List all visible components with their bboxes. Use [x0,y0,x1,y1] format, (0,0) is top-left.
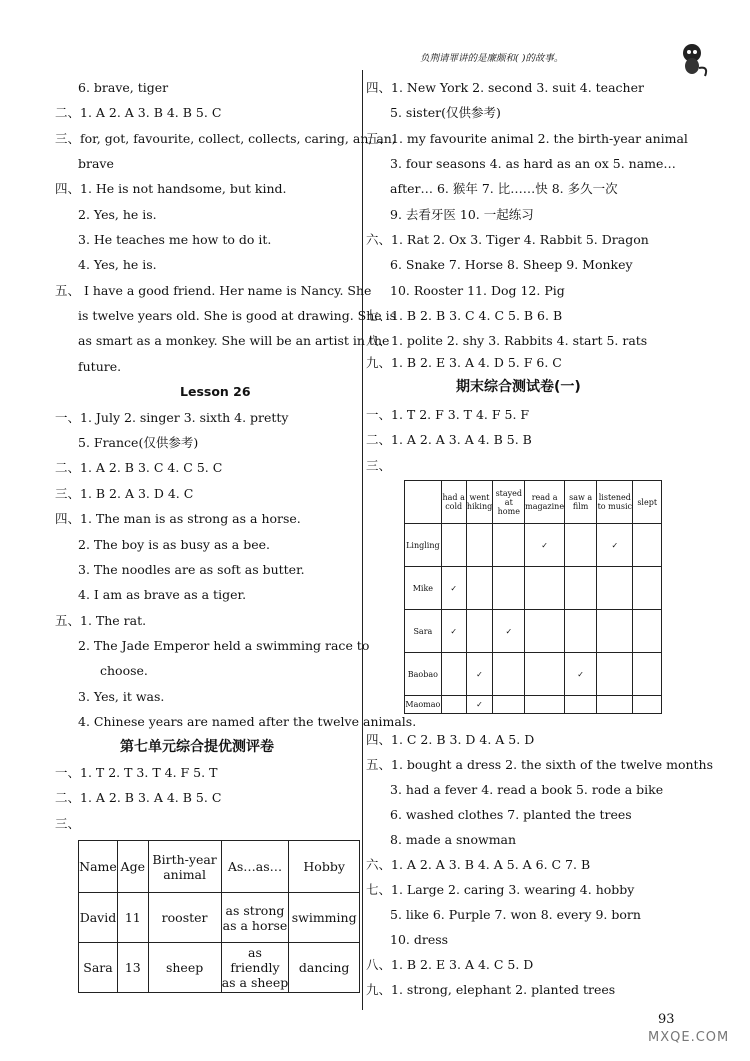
table-cell: 11 [117,893,148,943]
answer-line: 4. I am as brave as a tiger. [78,587,247,602]
monkey-logo-icon [672,38,712,78]
answer-line: 4. Yes, he is. [78,257,157,272]
section-title: 第七单元综合提优测评卷 [120,739,274,755]
table-cell: swimming [289,893,360,943]
answer-line: is twelve years old. She is good at drawing. She is [78,308,397,323]
table-header: listened to music [597,481,633,524]
answer-line: 九、1. strong, elephant 2. planted trees [366,982,616,997]
answer-line: 5. sister(仅供参考) [390,105,501,120]
check-cell: ✓ [441,567,466,610]
check-cell: ✓ [466,696,493,714]
answer-line: as smart as a monkey. She will be an artist in the [78,333,390,348]
table-cell: Maomao [405,696,442,714]
answer-line: 3. He teaches me how to do it. [78,232,272,247]
answer-line: 八、1. B 2. E 3. A 4. C 5. D [366,957,534,972]
answer-line: 四、1. C 2. B 3. D 4. A 5. D [366,732,535,747]
table-header: Hobby [289,841,360,893]
table-cell [565,696,597,714]
answer-line: 五、 I have a good friend. Her name is Nancy. She [55,283,372,298]
table-cell: sheep [148,943,221,993]
table-row [405,610,662,653]
table-cell [441,696,466,714]
table-cell [466,610,493,653]
answer-line: 八、1. polite 2. shy 3. Rabbits 4. start 5. rats [366,333,648,348]
check-cell: ✓ [441,610,466,653]
answer-line: 一、1. July 2. singer 3. sixth 4. pretty [55,410,289,425]
hobby-table [78,840,360,993]
check-cell: ✓ [493,610,525,653]
table-header: As…as… [221,841,289,893]
table-cell [466,524,493,567]
table-cell [493,567,525,610]
table-cell [565,610,597,653]
answer-line: 五、1. The rat. [55,613,147,628]
table-cell: as strong as a horse [221,893,289,943]
table-cell [597,653,633,696]
check-cell: ✓ [565,653,597,696]
answer-line: 六、1. Rat 2. Ox 3. Tiger 4. Rabbit 5. Dragon [366,232,649,247]
answer-line: 6. brave, tiger [78,80,169,95]
answer-line: 二、1. A 2. A 3. A 4. B 5. B [366,432,532,447]
table-cell [525,653,565,696]
header-text: 负荆请罪讲的是廉颇和( )的故事。 [420,53,564,64]
table-cell: Sara [405,610,442,653]
answer-line: 2. The boy is as busy as a bee. [78,537,270,552]
answer-line: 10. dress [390,932,449,947]
answer-line: 三、 [55,816,81,831]
answer-line: 四、1. The man is as strong as a horse. [55,511,301,526]
table-row [405,524,662,567]
table-cell: 13 [117,943,148,993]
table-header: read a magazine [525,481,565,524]
answer-line: 四、1. New York 2. second 3. suit 4. teacher [366,80,644,95]
table-row [405,696,662,714]
table-cell: Mike [405,567,442,610]
answer-line: future. [78,359,122,374]
answer-line: 5. like 6. Purple 7. won 8. every 9. born [390,907,641,922]
answer-line: 三、 [366,458,392,473]
answer-line: 3. The noodles are as soft as butter. [78,562,305,577]
table-cell [565,567,597,610]
column-divider [362,70,363,1010]
table-header: Birth-year animal [148,841,221,893]
check-cell: ✓ [525,524,565,567]
answer-line: 2. The Jade Emperor held a swimming race to [78,638,370,653]
answer-line: 九、1. B 2. E 3. A 4. D 5. F 6. C [366,355,562,370]
table-cell [597,567,633,610]
answer-line: 二、1. A 2. B 3. A 4. B 5. C [55,790,222,805]
answer-line: 二、1. A 2. B 3. C 4. C 5. C [55,460,223,475]
table-header: had a cold [441,481,466,524]
table-cell [525,696,565,714]
table-cell [525,567,565,610]
table-header: went hiking [466,481,493,524]
answer-line: 四、1. He is not handsome, but kind. [55,181,287,196]
answer-line: 6. washed clothes 7. planted the trees [390,807,632,822]
table-cell [493,653,525,696]
answer-line: 4. Chinese years are named after the twelve animals. [78,714,417,729]
answer-line: 一、1. T 2. T 3. T 4. F 5. T [55,765,218,780]
table-cell [525,610,565,653]
answer-line: 五、1. my favourite animal 2. the birth-year animal [366,131,688,146]
answer-line: 10. Rooster 11. Dog 12. Pig [390,283,565,298]
table-cell [633,696,662,714]
answer-line: 6. Snake 7. Horse 8. Sheep 9. Monkey [390,257,633,272]
page-number: 93 [658,1012,675,1027]
activity-table [404,480,662,714]
check-cell: ✓ [597,524,633,567]
table-cell [633,567,662,610]
table-cell [633,524,662,567]
table-header [405,481,442,524]
table-header: Age [117,841,148,893]
table-header: saw a film [565,481,597,524]
table-cell [441,524,466,567]
answer-line: 2. Yes, he is. [78,207,157,222]
answer-line: 三、1. B 2. A 3. D 4. C [55,486,194,501]
answer-line: 3. had a fever 4. read a book 5. rode a bike [390,782,664,797]
answer-line: 六、1. A 2. A 3. B 4. A 5. A 6. C 7. B [366,857,591,872]
table-header: slept [633,481,662,524]
table-cell [565,524,597,567]
table-cell [493,524,525,567]
table-cell [633,653,662,696]
answer-line: brave [78,156,114,171]
table-cell [597,696,633,714]
answer-line: 七、1. Large 2. caring 3. wearing 4. hobby [366,882,635,897]
table-cell: rooster [148,893,221,943]
table-cell [441,653,466,696]
table-row [405,653,662,696]
answer-line: choose. [100,663,148,678]
answer-line: 五、1. bought a dress 2. the sixth of the twelve months [366,757,714,772]
table-cell: Sara [79,943,118,993]
answer-line: 二、1. A 2. A 3. B 4. B 5. C [55,105,222,120]
answer-line: after… 6. 猴年 7. 比……快 8. 多久一次 [390,181,618,196]
table-cell: David [79,893,118,943]
answer-line: 3. four seasons 4. as hard as an ox 5. name… [390,156,676,171]
table-header: Name [79,841,118,893]
table-cell: Lingling [405,524,442,567]
table-cell [493,696,525,714]
check-cell: ✓ [466,653,493,696]
table-cell [597,610,633,653]
answer-line: 七、1. B 2. B 3. C 4. C 5. B 6. B [366,308,563,323]
table-cell [466,567,493,610]
table-cell: dancing [289,943,360,993]
table-header: stayed at home [493,481,525,524]
section-title: Lesson 26 [180,384,251,399]
answer-line: 3. Yes, it was. [78,689,165,704]
table-row [405,567,662,610]
table-cell [633,610,662,653]
answer-line: 一、1. T 2. F 3. T 4. F 5. F [366,407,530,422]
table-row [79,943,360,993]
answer-line: 8. made a snowman [390,832,517,847]
watermark-text: MXQE.COM [648,1030,730,1045]
table-row [79,893,360,943]
section-title: 期末综合测试卷(一) [456,379,581,395]
answer-line: 三、for, got, favourite, collect, collects, caring, an, an, [55,131,396,146]
table-cell: Baobao [405,653,442,696]
table-cell: as friendly as a sheep [221,943,289,993]
answer-line: 9. 去看牙医 10. 一起练习 [390,207,534,222]
answer-line: 5. France(仅供参考) [78,435,199,450]
